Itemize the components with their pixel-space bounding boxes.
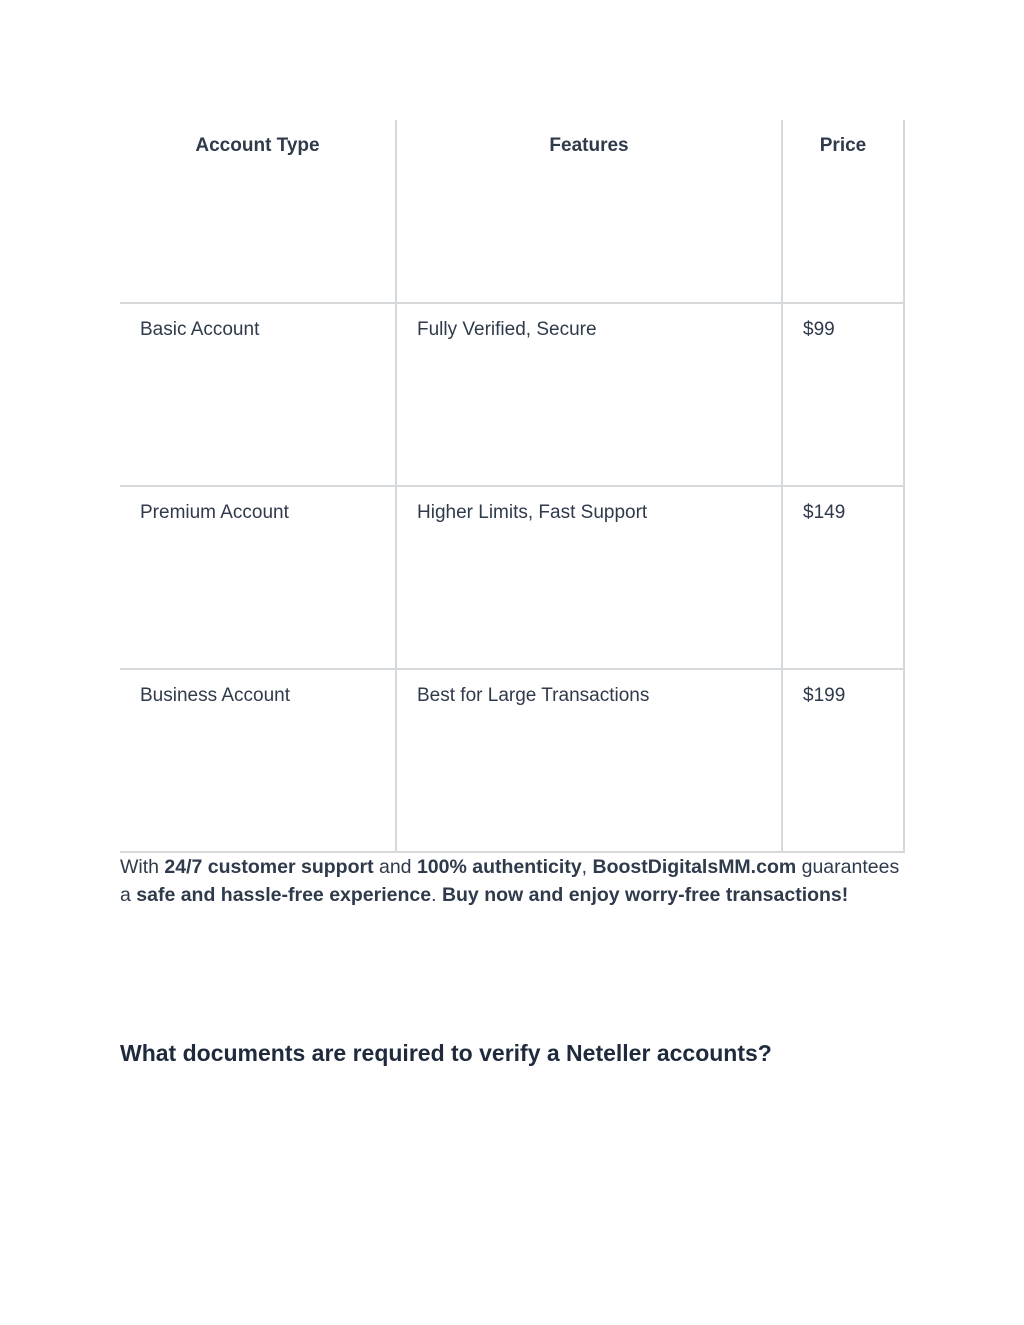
summary-bold-authenticity: 100% authenticity [416, 856, 582, 878]
cell-account-type: Basic Account [120, 303, 396, 486]
summary-text: and [373, 856, 417, 878]
summary-text: , [581, 856, 593, 878]
header-features: Features [396, 120, 782, 303]
summary-text: guarantees a [120, 856, 900, 906]
summary-paragraph [120, 853, 904, 909]
faq-heading: What documents are required to verify a Neteller accounts? [120, 1040, 772, 1066]
cell-price: $149 [782, 486, 904, 669]
table-row [120, 669, 904, 852]
summary-bold-brand: BoostDigitalsMM.com [592, 856, 797, 878]
table-header-row [120, 120, 904, 303]
header-account-type: Account Type [120, 120, 396, 303]
summary-bold-experience: safe and hassle-free experience [136, 884, 432, 906]
cell-account-type: Premium Account [120, 486, 396, 669]
summary-text: With [120, 856, 165, 878]
cell-account-type: Business Account [120, 669, 396, 852]
summary-bold-support: 24/7 customer support [164, 856, 374, 878]
summary-bold-cta: Buy now and enjoy worry-free transactions! [441, 884, 849, 906]
pricing-table [120, 120, 905, 853]
header-price: Price [782, 120, 904, 303]
summary-text: . [431, 884, 442, 906]
cell-features: Fully Verified, Secure [396, 303, 782, 486]
table-row [120, 303, 904, 486]
cell-price: $99 [782, 303, 904, 486]
cell-price: $199 [782, 669, 904, 852]
cell-features: Higher Limits, Fast Support [396, 486, 782, 669]
cell-features: Best for Large Transactions [396, 669, 782, 852]
table-row [120, 486, 904, 669]
